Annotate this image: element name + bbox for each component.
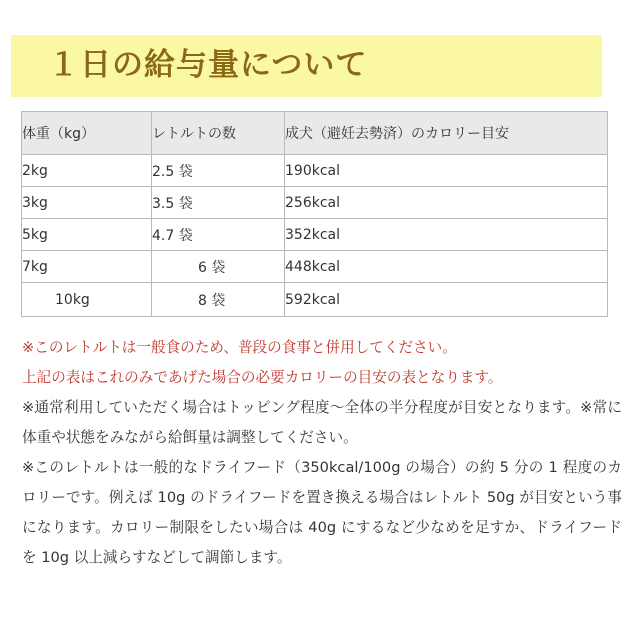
- page-title: １日の給与量について: [48, 47, 368, 83]
- table-row: [22, 219, 608, 251]
- cell-calorie: 352kcal: [285, 219, 608, 251]
- cell-calorie: 190kcal: [285, 155, 608, 187]
- cell-count: 2.5 袋: [152, 155, 285, 187]
- cell-weight: 7kg: [22, 251, 152, 283]
- table-row: [22, 187, 608, 219]
- cell-count: 6 袋: [152, 251, 285, 283]
- table-row: [22, 155, 608, 187]
- note-calorie-comparison: ※このレトルトは一般的なドライフード（350kcal/100g の場合）の約 5 分の 1 程度のカロリーです。例えば 10g のドライフードを置き換える場合はレトルト 50g が目安という事になります。カロリー制限をしたい場合は 40g にするなど少なめを足すか、ドライフードを 10g 以上減らすなどして調節します。: [22, 459, 622, 566]
- header-weight: 体重（kg）: [22, 112, 152, 155]
- table-header-row: [22, 112, 608, 155]
- table-row: [22, 283, 608, 317]
- note-topping: ※通常利用していただく場合はトッピング程度〜全体の半分程度が目安となります。※常に体重や状態をみながら給餌量は調整してください。: [22, 399, 622, 446]
- cell-weight: 3kg: [22, 187, 152, 219]
- cell-count: 4.7 袋: [152, 219, 285, 251]
- table-row: [22, 251, 608, 283]
- cell-count: 8 袋: [152, 283, 285, 317]
- note-red-usage: ※このレトルトは一般食のため、普段の食事と併用してください。: [22, 339, 457, 356]
- cell-count: 3.5 袋: [152, 187, 285, 219]
- cell-calorie: 448kcal: [285, 251, 608, 283]
- cell-calorie: 592kcal: [285, 283, 608, 317]
- header-calorie: 成犬（避妊去勢済）のカロリー目安: [285, 112, 608, 155]
- header-count: レトルトの数: [152, 112, 285, 155]
- cell-weight: 10kg: [22, 283, 152, 317]
- cell-calorie: 256kcal: [285, 187, 608, 219]
- calorie-table: [21, 111, 608, 317]
- note-red-table: 上記の表はこれのみであげた場合の必要カロリーの目安の表となります。: [22, 369, 503, 386]
- notes-section: [22, 333, 622, 573]
- cell-weight: 5kg: [22, 219, 152, 251]
- cell-weight: 2kg: [22, 155, 152, 187]
